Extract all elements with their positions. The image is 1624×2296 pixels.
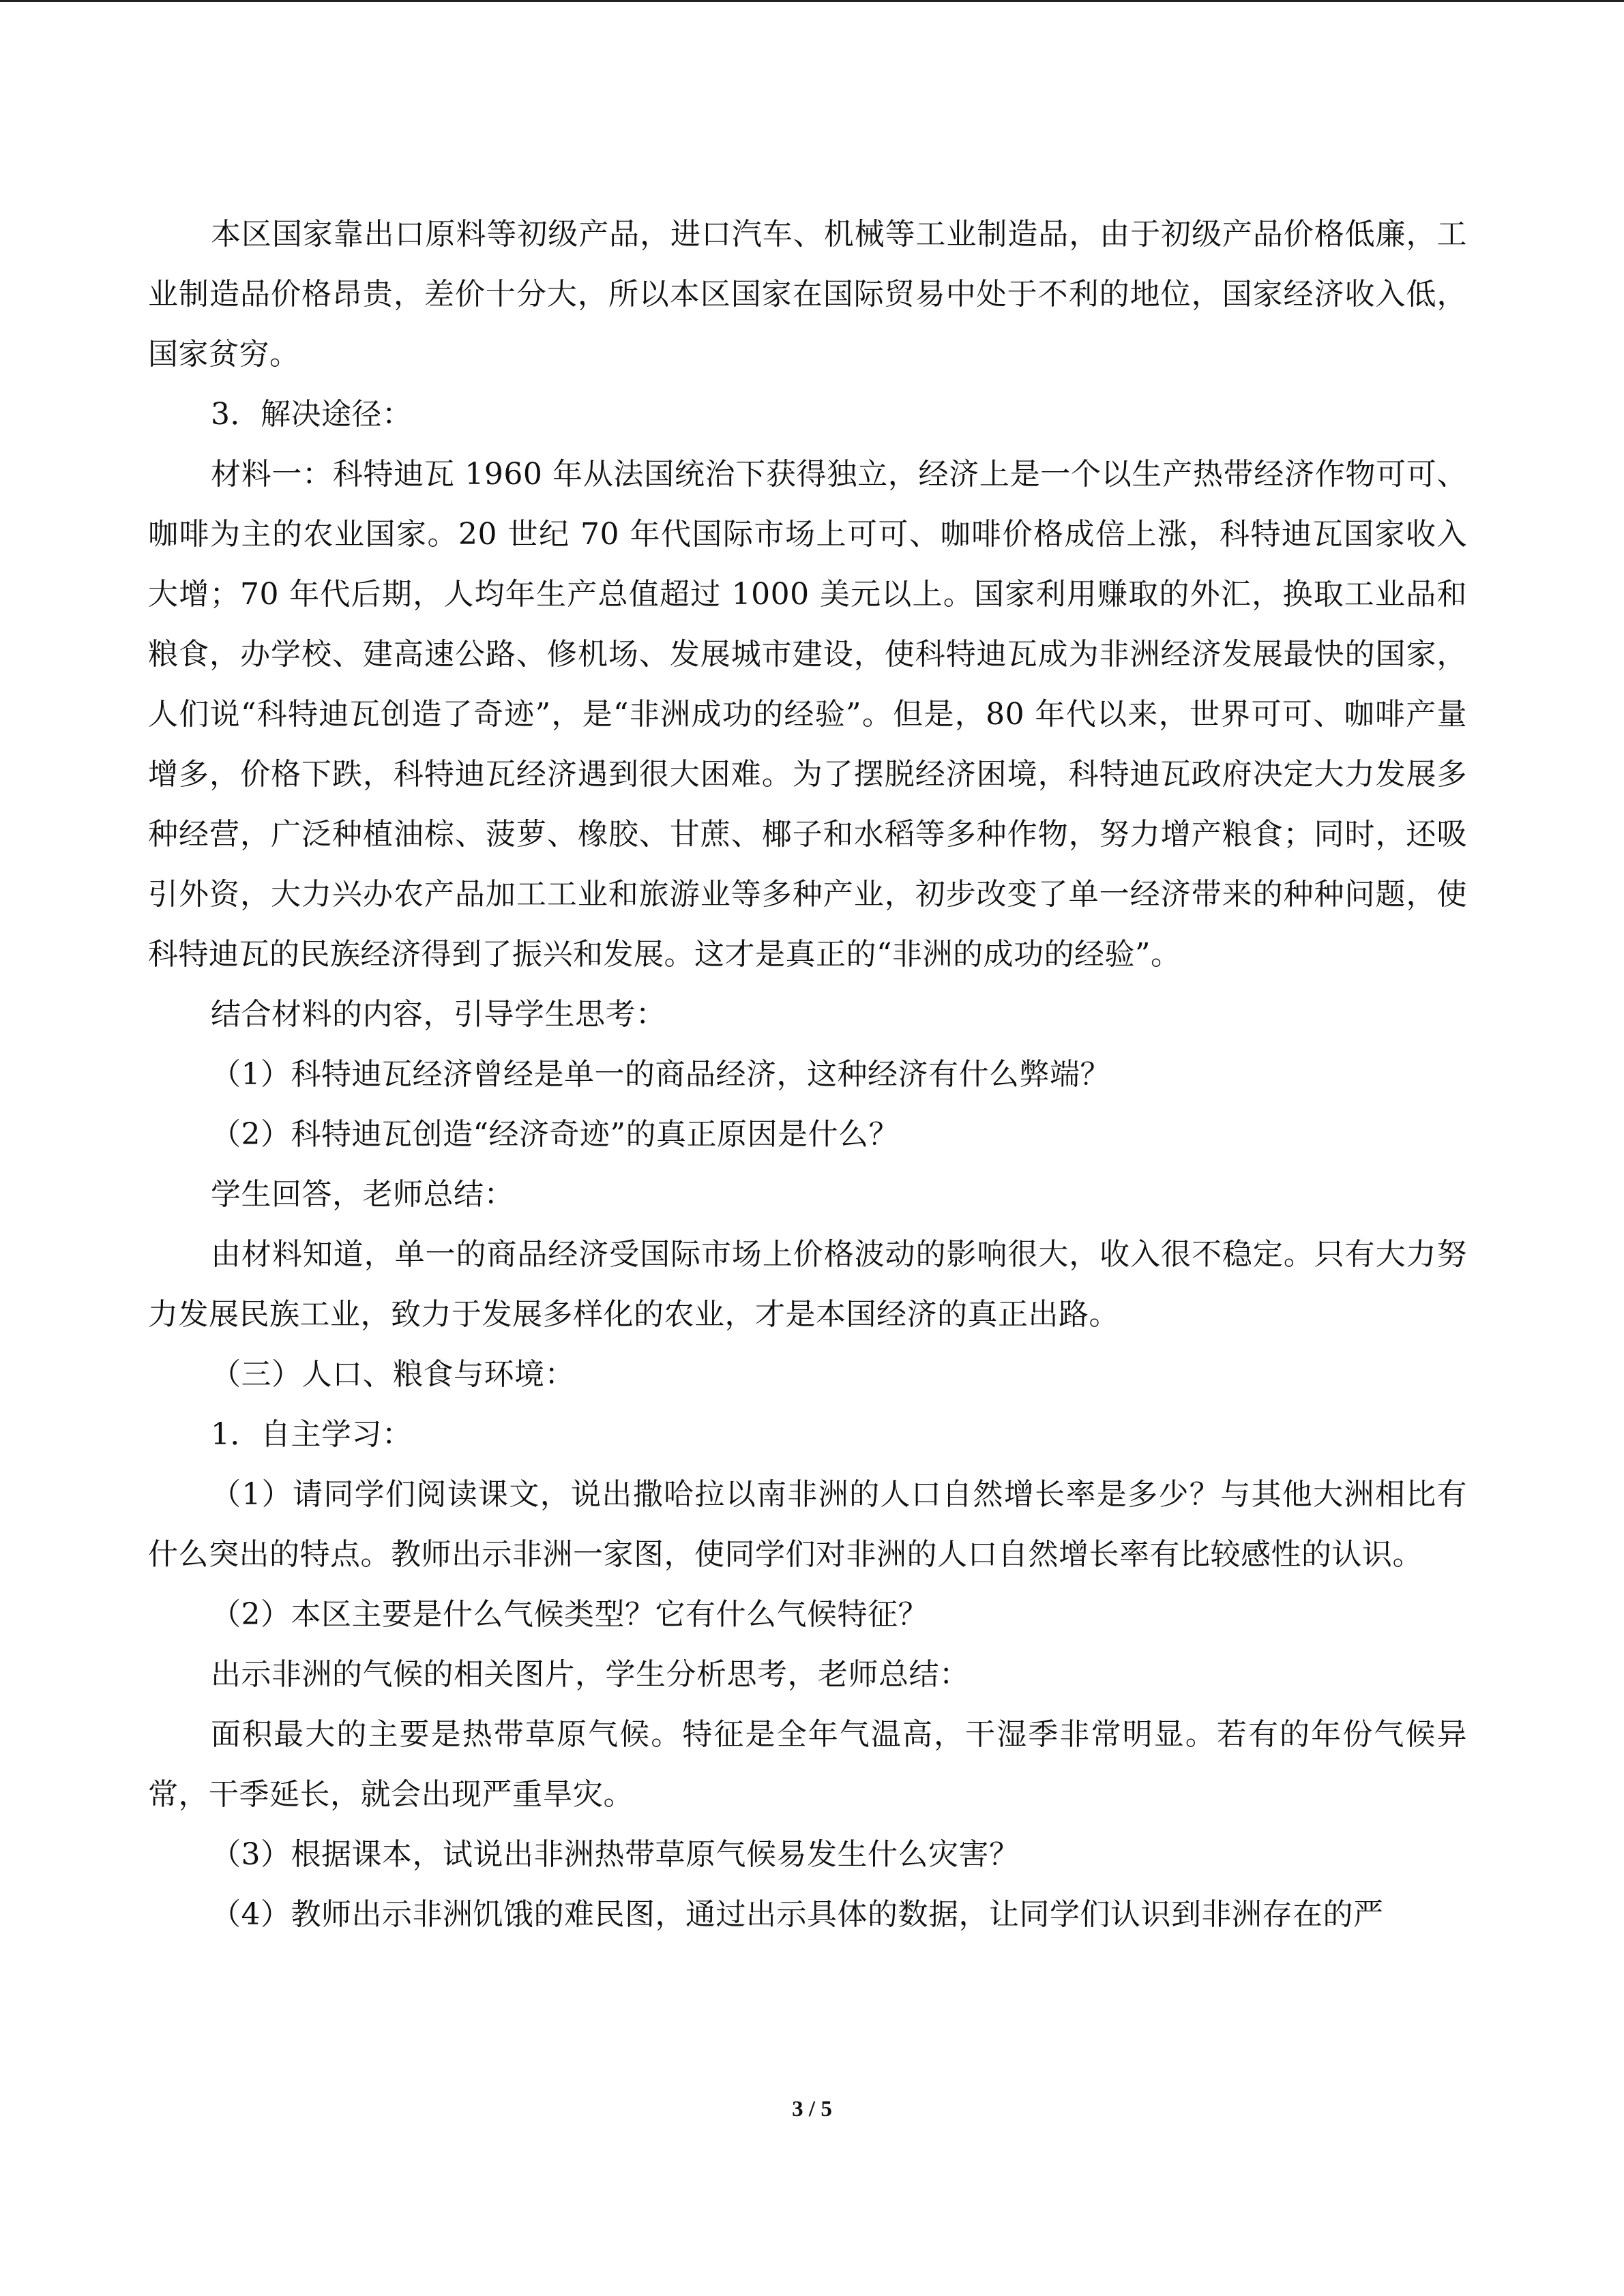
question-2: （2）科特迪瓦创造“经济奇迹”的真正原因是什么？ [211,1117,899,1152]
paragraph-guide-thinking: 结合材料的内容，引导学生思考： [211,997,666,1032]
paragraph-climate-images: 出示非洲的气候的相关图片，学生分析思考，老师总结： [211,1657,970,1692]
heading-solutions: 3．解决途径： [211,397,413,432]
document-body [148,205,1467,1945]
question-disaster: （3）根据课本，试说出非洲热带草原气候易发生什么灾害？ [211,1837,1020,1872]
page-number: 3 / 5 [792,2097,832,2121]
question-population-growth: （1）请同学们阅读课文，说出撒哈拉以南非洲的人口自然增长率是多少？与其他大洲相比有什么突出的特点。教师出示非洲一家图，使同学们对非洲的人口自然增长率有比较感性的认识。 [148,1477,1467,1572]
question-1: （1）科特迪瓦经济曾经是单一的商品经济，这种经济有什么弊端？ [211,1057,1110,1092]
paragraph-conclusion: 由材料知道，单一的商品经济受国际市场上价格波动的影响很大，收入很不稳定。只有大力努力发展民族工业，致力于发展多样化的农业，才是本国经济的真正出路。 [148,1237,1467,1332]
paragraph-material-one: 材料一：科特迪瓦 1960 年从法国统治下获得独立，经济上是一个以生产热带经济作物可可、咖啡为主的农业国家。20 世纪 70 年代国际市场上可可、咖啡价格成倍上涨，科特迪瓦国家收入大增；70 年代后期，人均年生产总值超过 1000 美元以上。国家利用赚取的外汇，换取工业品和粮食，办学校、建高速公路、修机场、发展城市建设，使科特迪瓦成为非洲经济发展最快的国家，人们说“科特迪瓦创造了奇迹”，是“非洲成功的经验”。但是，80 年代以来，世界可可、咖啡产量增多，价格下跌，科特迪瓦经济遇到很大困难。为了摆脱经济困境，科特迪瓦政府决定大力发展多种经营，广泛种植油棕、菠萝、橡胶、甘蔗、椰子和水稻等多种作物，努力增产粮食；同时，还吸引外资，大力兴办农产品加工工业和旅游业等多种产业，初步改变了单一经济带来的种种问题，使科特迪瓦的民族经济得到了振兴和发展。这才是真正的“非洲的成功的经验”。 [148,457,1467,972]
paragraph-student-answer: 学生回答，老师总结： [211,1177,514,1212]
paragraph-savanna-climate: 面积最大的主要是热带草原气候。特征是全年气温高，干湿季非常明显。若有的年份气候异常，干季延长，就会出现严重旱灾。 [148,1717,1467,1812]
paragraph-famine-refugees: （4）教师出示非洲饥饿的难民图，通过出示具体的数据，让同学们认识到非洲存在的严 [211,1897,1384,1932]
question-climate-type: （2）本区主要是什么气候类型？它有什么气候特征？ [211,1597,928,1632]
heading-population-food-environment: （三）人口、粮食与环境： [211,1357,575,1392]
heading-self-study: 1．自主学习： [211,1417,413,1452]
paragraph-trade-disadvantage: 本区国家靠出口原料等初级产品，进口汽车、机械等工业制造品，由于初级产品价格低廉，工业制造品价格昂贵，差价十分大，所以本区国家在国际贸易中处于不利的地位，国家经济收入低，国家贫穷。 [148,217,1467,372]
top-border-line [0,0,1624,2]
